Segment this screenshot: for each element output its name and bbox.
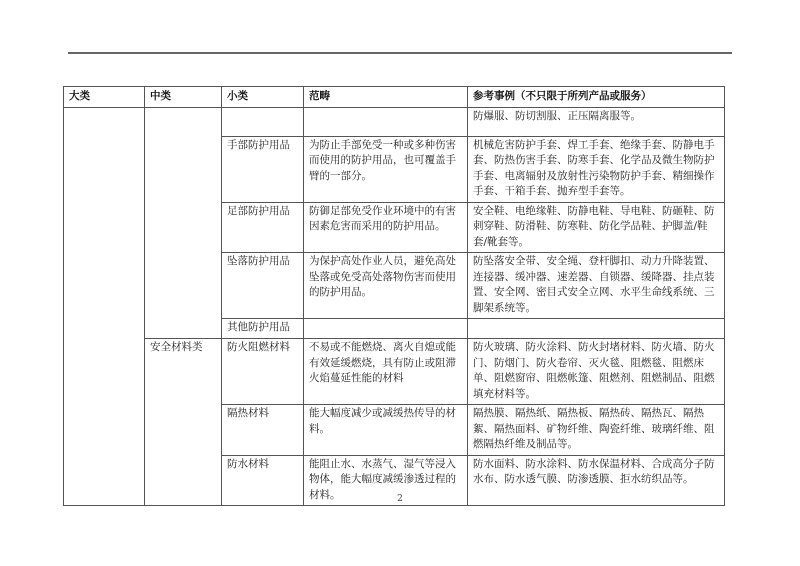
cell-minor: 防火阻燃材料 [222, 339, 304, 405]
cell-middle [145, 107, 222, 339]
cell-scope: 为保护高处作业人员，避免高处坠落或免受高处落物伤害而使用的防护用品。 [304, 253, 468, 319]
header-major: 大类 [64, 87, 145, 108]
cell-scope [304, 319, 468, 339]
cell-minor: 足部防护用品 [222, 202, 304, 253]
cell-middle: 安全材料类 [145, 339, 222, 506]
page-number: 2 [397, 494, 403, 504]
cell-scope [304, 107, 468, 136]
cell-scope: 为防止手部免受一种或多种伤害而使用的防护用品，也可覆盖手臂的一部分。 [304, 136, 468, 202]
cell-examples: 机械危害防护手套、焊工手套、绝缘手套、防静电手套、防热伤害手套、防寒手套、化学品及微生物防护手套、电离辐射及放射性污染物防护手套、精细操作手套、干箱手套、抛弃型手套等。 [468, 136, 725, 202]
header-minor: 小类 [222, 87, 304, 108]
cell-minor: 坠落防护用品 [222, 253, 304, 319]
cell-scope: 防御足部免受作业环境中的有害因素危害而采用的防护用品。 [304, 202, 468, 253]
cell-minor: 其他防护用品 [222, 319, 304, 339]
header-scope: 范畴 [304, 87, 468, 108]
cell-scope: 能大幅度减少或减缓热传导的材料。 [304, 405, 468, 456]
cell-minor: 隔热材料 [222, 405, 304, 456]
cell-scope: 不易或不能燃烧、离火自熄或能有效延缓燃烧，具有防止或阻滞火焰蔓延性能的材料 [304, 339, 468, 405]
table-header-row [64, 87, 725, 108]
table-row [64, 107, 725, 136]
cell-examples: 安全鞋、电绝缘鞋、防静电鞋、导电鞋、防砸鞋、防刺穿鞋、防滑鞋、防寒鞋、防化学品鞋、护脚盖/鞋套/靴套等。 [468, 202, 725, 253]
cell-minor: 防水材料 [222, 455, 304, 506]
table-row [64, 339, 725, 405]
cell-major [64, 107, 145, 506]
cell-examples: 防爆服、防切割服、正压隔离服等。 [468, 107, 725, 136]
category-table [63, 86, 725, 506]
cell-minor [222, 107, 304, 136]
cell-scope: 能阻止水、水蒸气、湿气等浸入物体，能大幅度减缓渗透过程的材料。 [304, 455, 468, 506]
cell-examples: 防火玻璃、防火涂料、防火封堵材料、防火墙、防火门、防烟门、防火卷帘、灭火毯、阻燃毯、阻燃床单、阻燃窗帘、阻燃帐篷、阻燃剂、阻燃制品、阻燃填充材料等。 [468, 339, 725, 405]
cell-examples [468, 319, 725, 339]
cell-examples: 隔热膜、隔热纸、隔热板、隔热砖、隔热瓦、隔热絮、隔热面料、矿物纤维、陶瓷纤维、玻璃纤维、阻燃隔热纤维及制品等。 [468, 405, 725, 456]
header-middle: 中类 [145, 87, 222, 108]
cell-examples: 防水面料、防水涂料、防水保温材料、合成高分子防水布、防水透气膜、防渗透膜、拒水纺织品等。 [468, 455, 725, 506]
header-examples: 参考事例（不只限于所列产品或服务） [468, 87, 725, 108]
header-rule [68, 52, 732, 54]
cell-minor: 手部防护用品 [222, 136, 304, 202]
cell-examples: 防坠落安全带、安全绳、登杆脚扣、动力升降装置、连接器、缓冲器、速差器、自锁器、缓降器、挂点装置、安全网、密目式安全立网、水平生命线系统、三脚架系统等。 [468, 253, 725, 319]
